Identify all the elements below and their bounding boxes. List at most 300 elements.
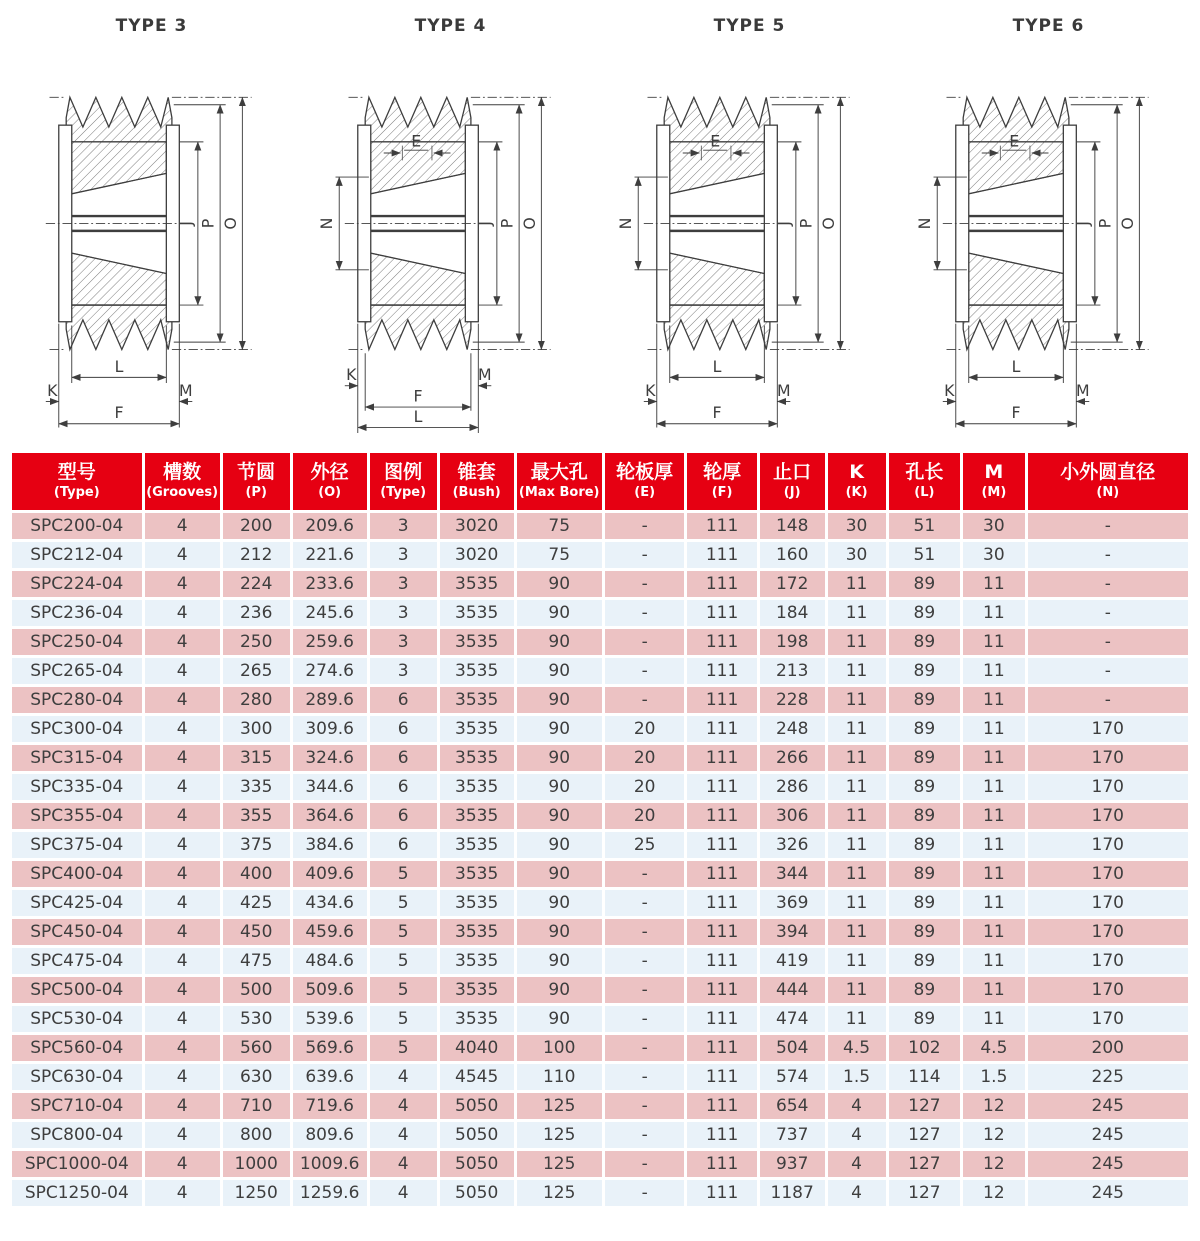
table-cell: 265 xyxy=(223,658,290,684)
dim-label-k: K xyxy=(645,380,656,400)
table-cell: 4 xyxy=(145,513,220,539)
table-cell: 3 xyxy=(370,571,437,597)
table-cell: 11 xyxy=(828,948,886,974)
column-header-en: (K) xyxy=(845,484,868,500)
table-cell: 4 xyxy=(145,1180,220,1206)
table-cell: - xyxy=(1028,658,1188,684)
column-header xyxy=(963,453,1024,510)
table-cell: 4.5 xyxy=(828,1035,886,1061)
table-cell: 11 xyxy=(828,861,886,887)
table-cell: 4 xyxy=(145,977,220,1003)
table-cell: 110 xyxy=(517,1064,602,1090)
table-cell: 1.5 xyxy=(963,1064,1024,1090)
pulley-figure-type-4 xyxy=(301,4,600,446)
table-cell: 11 xyxy=(963,571,1024,597)
table-cell: 111 xyxy=(687,687,756,713)
pulley-diagram-type-6 xyxy=(899,38,1198,446)
table-cell: 4 xyxy=(145,803,220,829)
table-cell: 127 xyxy=(889,1093,961,1119)
table-cell: 6 xyxy=(370,745,437,771)
table-cell: 355 xyxy=(223,803,290,829)
table-cell: 225 xyxy=(1028,1064,1188,1090)
table-cell: 6 xyxy=(370,687,437,713)
table-cell: 5 xyxy=(370,977,437,1003)
table-cell: 474 xyxy=(760,1006,825,1032)
column-header-en: (Type) xyxy=(53,484,100,500)
table-cell: 250 xyxy=(223,629,290,655)
column-header-zh: 止口 xyxy=(773,461,812,483)
table-cell: 89 xyxy=(889,861,961,887)
table-cell: 3535 xyxy=(440,890,514,916)
table-cell: - xyxy=(605,571,685,597)
table-cell: - xyxy=(605,629,685,655)
table-row xyxy=(12,687,1188,713)
table-cell: 4 xyxy=(145,658,220,684)
column-header xyxy=(440,453,514,510)
table-cell: 710 xyxy=(223,1093,290,1119)
table-cell: 111 xyxy=(687,1064,756,1090)
table-row xyxy=(12,1064,1188,1090)
table-cell: 425 xyxy=(223,890,290,916)
table-cell: 1009.6 xyxy=(293,1151,367,1177)
table-cell: 569.6 xyxy=(293,1035,367,1061)
table-cell: 90 xyxy=(517,1006,602,1032)
table-cell: 11 xyxy=(963,774,1024,800)
table-cell: 280 xyxy=(223,687,290,713)
table-cell: 111 xyxy=(687,1006,756,1032)
table-cell: 25 xyxy=(605,832,685,858)
table-cell: 90 xyxy=(517,977,602,1003)
table-cell: 3535 xyxy=(440,716,514,742)
column-header-zh: 型号 xyxy=(57,461,96,483)
table-cell: 200 xyxy=(223,513,290,539)
column-header-en: (M) xyxy=(981,484,1007,500)
model-cell: SPC280-04 xyxy=(12,687,142,713)
table-row xyxy=(12,1180,1188,1206)
table-cell: 20 xyxy=(605,716,685,742)
table-cell: 3 xyxy=(370,542,437,568)
table-cell: 286 xyxy=(760,774,825,800)
table-cell: - xyxy=(605,1093,685,1119)
table-cell: 5050 xyxy=(440,1180,514,1206)
model-cell: SPC200-04 xyxy=(12,513,142,539)
table-cell: 4 xyxy=(145,687,220,713)
dim-label-f: F xyxy=(712,403,722,423)
table-cell: 213 xyxy=(760,658,825,684)
table-cell: - xyxy=(605,919,685,945)
model-cell: SPC300-04 xyxy=(12,716,142,742)
table-cell: 248 xyxy=(760,716,825,742)
table-cell: 937 xyxy=(760,1151,825,1177)
table-cell: 4545 xyxy=(440,1064,514,1090)
table-cell: 11 xyxy=(963,687,1024,713)
table-cell: 266 xyxy=(760,745,825,771)
table-cell: 409.6 xyxy=(293,861,367,887)
table-cell: 6 xyxy=(370,832,437,858)
table-row xyxy=(12,1093,1188,1119)
table-cell: 89 xyxy=(889,948,961,974)
table-cell: 344 xyxy=(760,861,825,887)
table-cell: 111 xyxy=(687,832,756,858)
table-cell: 111 xyxy=(687,948,756,974)
table-cell: - xyxy=(605,861,685,887)
column-header xyxy=(293,453,367,510)
table-cell: - xyxy=(1028,629,1188,655)
column-header-zh: K xyxy=(849,461,864,483)
column-header xyxy=(828,453,886,510)
table-row xyxy=(12,1006,1188,1032)
table-cell: 75 xyxy=(517,513,602,539)
table-cell: 326 xyxy=(760,832,825,858)
table-cell: 11 xyxy=(828,890,886,916)
table-cell: 127 xyxy=(889,1151,961,1177)
table-cell: 4 xyxy=(370,1064,437,1090)
table-cell: - xyxy=(605,1180,685,1206)
table-cell: 90 xyxy=(517,919,602,945)
table-cell: - xyxy=(605,1006,685,1032)
table-cell: 335 xyxy=(223,774,290,800)
dim-label-e: E xyxy=(411,131,422,151)
table-cell: 364.6 xyxy=(293,803,367,829)
table-cell: 369 xyxy=(760,890,825,916)
pulley-figure-type-3 xyxy=(2,4,301,446)
column-header xyxy=(760,453,825,510)
table-cell: 444 xyxy=(760,977,825,1003)
dim-label-o: O xyxy=(220,217,240,230)
table-row xyxy=(12,948,1188,974)
column-header xyxy=(145,453,220,510)
model-cell: SPC265-04 xyxy=(12,658,142,684)
table-cell: 3535 xyxy=(440,832,514,858)
dim-label-p: P xyxy=(1095,218,1115,229)
table-cell: 484.6 xyxy=(293,948,367,974)
column-header xyxy=(1028,453,1188,510)
dim-label-o: O xyxy=(1117,217,1137,230)
model-cell: SPC236-04 xyxy=(12,600,142,626)
table-cell: - xyxy=(605,890,685,916)
model-cell: SPC315-04 xyxy=(12,745,142,771)
table-cell: 245 xyxy=(1028,1122,1188,1148)
table-cell: 20 xyxy=(605,745,685,771)
dim-label-l: L xyxy=(413,406,423,426)
table-cell: 4 xyxy=(370,1122,437,1148)
table-cell: - xyxy=(605,542,685,568)
dim-label-p: P xyxy=(796,218,816,229)
table-cell: 125 xyxy=(517,1093,602,1119)
table-cell: 51 xyxy=(889,542,961,568)
table-cell: 125 xyxy=(517,1180,602,1206)
table-cell: 4 xyxy=(145,745,220,771)
table-cell: 5050 xyxy=(440,1122,514,1148)
table-cell: 30 xyxy=(828,513,886,539)
column-header-en: (Bush) xyxy=(452,484,501,500)
table-cell: 306 xyxy=(760,803,825,829)
dim-label-m: M xyxy=(1076,380,1090,400)
table-cell: 90 xyxy=(517,803,602,829)
table-cell: 89 xyxy=(889,716,961,742)
dim-label-k: K xyxy=(944,380,955,400)
table-cell: 11 xyxy=(828,832,886,858)
diagram-strip xyxy=(0,0,1200,450)
spec-table-wrap xyxy=(0,450,1200,1215)
table-cell: 809.6 xyxy=(293,1122,367,1148)
column-header xyxy=(12,453,142,510)
pulley-figure-type-6 xyxy=(899,4,1198,446)
column-header xyxy=(889,453,961,510)
table-cell: 4 xyxy=(370,1180,437,1206)
dim-label-n: N xyxy=(914,217,934,230)
table-cell: 504 xyxy=(760,1035,825,1061)
model-cell: SPC1000-04 xyxy=(12,1151,142,1177)
table-cell: 5 xyxy=(370,948,437,974)
table-cell: 1.5 xyxy=(828,1064,886,1090)
pulley-figure-type-5 xyxy=(600,4,899,446)
table-cell: 90 xyxy=(517,948,602,974)
table-cell: 102 xyxy=(889,1035,961,1061)
table-cell: 198 xyxy=(760,629,825,655)
table-cell: 4 xyxy=(828,1180,886,1206)
dim-label-e: E xyxy=(1009,131,1020,151)
table-cell: - xyxy=(605,1064,685,1090)
table-row xyxy=(12,861,1188,887)
table-cell: 209.6 xyxy=(293,513,367,539)
table-cell: 639.6 xyxy=(293,1064,367,1090)
table-cell: 228 xyxy=(760,687,825,713)
table-cell: 89 xyxy=(889,745,961,771)
table-cell: 111 xyxy=(687,716,756,742)
table-cell: 500 xyxy=(223,977,290,1003)
table-cell: 90 xyxy=(517,687,602,713)
column-header-en: (F) xyxy=(711,484,733,500)
table-cell: 90 xyxy=(517,716,602,742)
column-header-zh: M xyxy=(984,461,1004,483)
table-cell: 11 xyxy=(828,977,886,1003)
column-header-en: (E) xyxy=(634,484,656,500)
table-cell: 475 xyxy=(223,948,290,974)
column-header-zh: 最大孔 xyxy=(530,461,588,483)
table-cell: 4 xyxy=(145,716,220,742)
table-row xyxy=(12,745,1188,771)
table-cell: 12 xyxy=(963,1122,1024,1148)
model-cell: SPC1250-04 xyxy=(12,1180,142,1206)
table-cell: 111 xyxy=(687,1151,756,1177)
model-cell: SPC425-04 xyxy=(12,890,142,916)
table-cell: 3535 xyxy=(440,745,514,771)
table-cell: 1187 xyxy=(760,1180,825,1206)
table-cell: - xyxy=(605,1035,685,1061)
table-cell: 111 xyxy=(687,1122,756,1148)
table-cell: 5050 xyxy=(440,1093,514,1119)
table-cell: 11 xyxy=(963,745,1024,771)
table-cell: 3535 xyxy=(440,977,514,1003)
table-cell: 111 xyxy=(687,1035,756,1061)
table-cell: 3 xyxy=(370,513,437,539)
table-cell: 3535 xyxy=(440,803,514,829)
table-cell: 245 xyxy=(1028,1180,1188,1206)
table-cell: - xyxy=(605,1151,685,1177)
model-cell: SPC250-04 xyxy=(12,629,142,655)
table-cell: 1000 xyxy=(223,1151,290,1177)
table-cell: 20 xyxy=(605,803,685,829)
table-cell: 719.6 xyxy=(293,1093,367,1119)
table-cell: 12 xyxy=(963,1180,1024,1206)
table-cell: 172 xyxy=(760,571,825,597)
table-cell: - xyxy=(605,658,685,684)
pulley-diagram-type-3 xyxy=(2,38,301,446)
table-cell: 170 xyxy=(1028,890,1188,916)
column-header-en: (P) xyxy=(245,484,267,500)
table-cell: 111 xyxy=(687,919,756,945)
table-cell: 4 xyxy=(828,1151,886,1177)
table-cell: 3535 xyxy=(440,774,514,800)
table-cell: 184 xyxy=(760,600,825,626)
table-row xyxy=(12,1122,1188,1148)
diagram-title: TYPE 4 xyxy=(414,16,487,36)
dim-label-l: L xyxy=(114,356,124,376)
table-cell: 4 xyxy=(145,948,220,974)
table-cell: 170 xyxy=(1028,948,1188,974)
column-header-zh: 图例 xyxy=(384,461,423,483)
table-cell: 111 xyxy=(687,774,756,800)
table-cell: 221.6 xyxy=(293,542,367,568)
table-cell: 5 xyxy=(370,1006,437,1032)
table-cell: - xyxy=(1028,687,1188,713)
table-cell: 4 xyxy=(828,1122,886,1148)
diagram-title: TYPE 6 xyxy=(1012,16,1085,36)
dim-label-j: J xyxy=(1073,221,1093,226)
dim-label-f: F xyxy=(413,386,423,406)
column-header-en: (O) xyxy=(318,484,342,500)
dim-label-n: N xyxy=(316,217,336,230)
table-cell: 245 xyxy=(1028,1093,1188,1119)
table-cell: 12 xyxy=(963,1151,1024,1177)
table-cell: 11 xyxy=(963,803,1024,829)
table-cell: 30 xyxy=(828,542,886,568)
table-cell: - xyxy=(605,513,685,539)
table-cell: 4 xyxy=(145,1064,220,1090)
table-cell: 30 xyxy=(963,513,1024,539)
table-cell: 170 xyxy=(1028,774,1188,800)
table-cell: 89 xyxy=(889,687,961,713)
table-cell: 111 xyxy=(687,600,756,626)
table-cell: 170 xyxy=(1028,919,1188,945)
table-cell: 111 xyxy=(687,542,756,568)
model-cell: SPC450-04 xyxy=(12,919,142,945)
table-cell: 300 xyxy=(223,716,290,742)
table-row xyxy=(12,571,1188,597)
table-cell: 11 xyxy=(828,658,886,684)
dim-label-m: M xyxy=(179,380,193,400)
column-header xyxy=(687,453,756,510)
table-cell: 125 xyxy=(517,1122,602,1148)
pulley-cross-section xyxy=(600,38,899,446)
table-row xyxy=(12,629,1188,655)
table-cell: 89 xyxy=(889,658,961,684)
table-cell: 394 xyxy=(760,919,825,945)
table-cell: 4 xyxy=(145,1093,220,1119)
table-cell: 4 xyxy=(145,774,220,800)
table-cell: 11 xyxy=(828,687,886,713)
table-cell: 1250 xyxy=(223,1180,290,1206)
table-cell: 170 xyxy=(1028,977,1188,1003)
table-cell: 5 xyxy=(370,890,437,916)
column-header-en: (Max Bore) xyxy=(518,484,600,500)
table-cell: 11 xyxy=(963,919,1024,945)
model-cell: SPC530-04 xyxy=(12,1006,142,1032)
table-cell: 127 xyxy=(889,1180,961,1206)
table-cell: 3535 xyxy=(440,600,514,626)
dim-label-j: J xyxy=(774,221,794,226)
table-cell: 100 xyxy=(517,1035,602,1061)
table-cell: 509.6 xyxy=(293,977,367,1003)
table-cell: 3535 xyxy=(440,948,514,974)
table-row xyxy=(12,803,1188,829)
column-header xyxy=(223,453,290,510)
table-cell: 11 xyxy=(963,861,1024,887)
table-cell: 233.6 xyxy=(293,571,367,597)
table-row xyxy=(12,890,1188,916)
table-cell: - xyxy=(1028,600,1188,626)
table-cell: 4 xyxy=(145,542,220,568)
table-cell: 11 xyxy=(828,919,886,945)
table-cell: 11 xyxy=(828,600,886,626)
column-header-en: (Type) xyxy=(380,484,427,500)
table-row xyxy=(12,658,1188,684)
table-cell: 3020 xyxy=(440,542,514,568)
table-cell: - xyxy=(1028,513,1188,539)
table-cell: 114 xyxy=(889,1064,961,1090)
table-cell: 90 xyxy=(517,861,602,887)
table-cell: 125 xyxy=(517,1151,602,1177)
table-cell: - xyxy=(1028,542,1188,568)
table-cell: 111 xyxy=(687,745,756,771)
table-cell: 344.6 xyxy=(293,774,367,800)
table-cell: 5 xyxy=(370,861,437,887)
diagram-title: TYPE 3 xyxy=(115,16,188,36)
table-cell: 737 xyxy=(760,1122,825,1148)
column-header xyxy=(605,453,685,510)
table-cell: 127 xyxy=(889,1122,961,1148)
table-cell: 11 xyxy=(828,1006,886,1032)
table-row xyxy=(12,919,1188,945)
column-header-zh: 锥套 xyxy=(457,461,496,483)
table-cell: 4 xyxy=(145,600,220,626)
spec-table xyxy=(9,450,1191,1209)
table-cell: 90 xyxy=(517,745,602,771)
dim-label-o: O xyxy=(818,217,838,230)
table-cell: 6 xyxy=(370,803,437,829)
table-cell: 4 xyxy=(145,1122,220,1148)
table-cell: 539.6 xyxy=(293,1006,367,1032)
table-cell: 574 xyxy=(760,1064,825,1090)
table-row xyxy=(12,1035,1188,1061)
table-cell: 51 xyxy=(889,513,961,539)
table-cell: 11 xyxy=(963,1006,1024,1032)
table-cell: 111 xyxy=(687,513,756,539)
table-cell: 90 xyxy=(517,600,602,626)
table-cell: 89 xyxy=(889,919,961,945)
table-cell: 89 xyxy=(889,1006,961,1032)
table-cell: 11 xyxy=(963,832,1024,858)
table-cell: 245 xyxy=(1028,1151,1188,1177)
table-cell: 4040 xyxy=(440,1035,514,1061)
table-cell: 111 xyxy=(687,890,756,916)
table-cell: 434.6 xyxy=(293,890,367,916)
model-cell: SPC375-04 xyxy=(12,832,142,858)
dim-label-f: F xyxy=(114,403,124,423)
table-cell: 654 xyxy=(760,1093,825,1119)
table-cell: 11 xyxy=(963,977,1024,1003)
